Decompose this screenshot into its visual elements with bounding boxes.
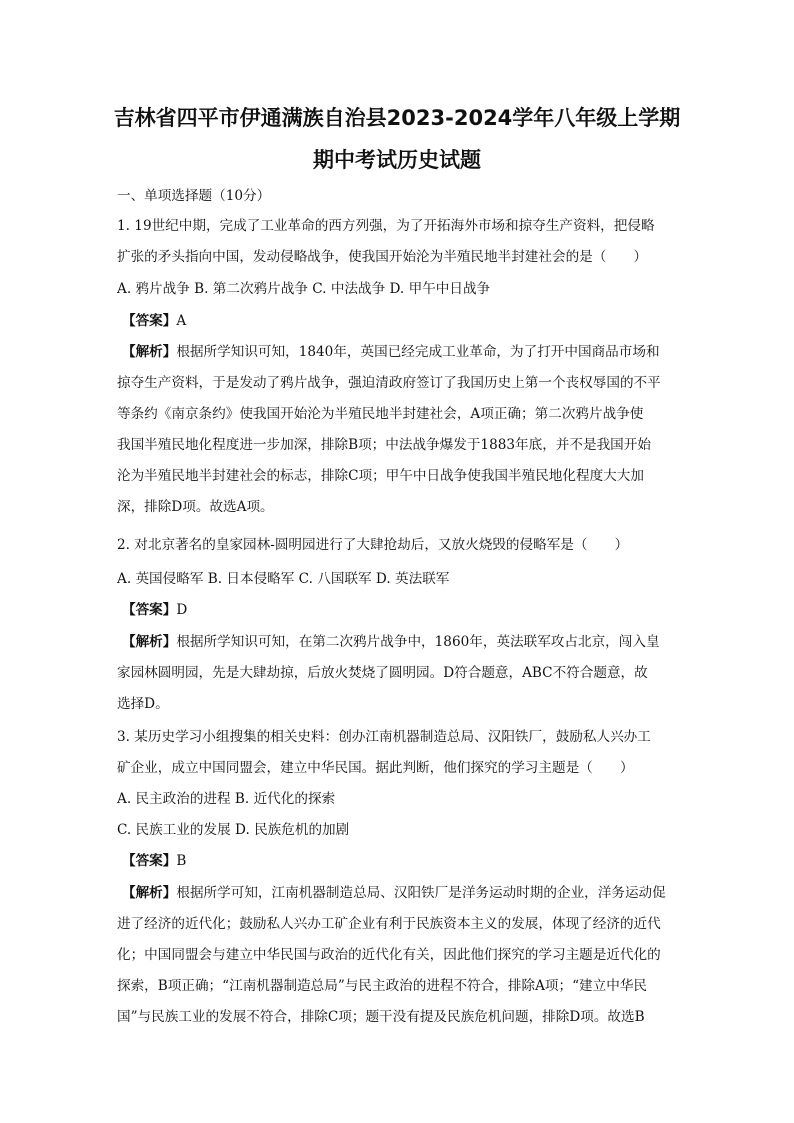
question-3-analysis-line-4: 探索，B项正确；“江南机器制造总局”与民主政治的进程不符合，排除A项；“建立中华民 xyxy=(117,978,648,994)
question-1-analysis-line-5: 沦为半殖民地半封建社会的标志，排除C项；甲午中日战争使我国半殖民地化程度大大加 xyxy=(117,468,644,484)
question-3-analysis-line-3: 化；中国同盟会与建立中华民国与政治的近代化有关，因此他们探究的学习主题是近代化的 xyxy=(117,947,661,963)
question-3-options-line-1: A. 民主政治的进程 B. 近代化的探索 xyxy=(117,791,336,807)
question-3-stem-line-2: 矿企业，成立中国同盟会，建立中华民国。据此判断，他们探究的学习主题是（ ） xyxy=(117,760,634,776)
question-3-analysis-line-2: 进了经济的近代化；鼓励私人兴办工矿企业有利于民族资本主义的发展，体现了经济的近代 xyxy=(117,916,661,932)
question-1-analysis-line-4: 我国半殖民地化程度进一步加深，排除B项；中法战争爆发于1883年底，并不是我国开始 xyxy=(117,437,651,453)
analysis-tag: 【解析】 xyxy=(122,634,177,650)
question-1-analysis-line-3: 等条约《南京条约》使我国开始沦为半殖民地半封建社会，A项正确；第二次鸦片战争使 xyxy=(117,406,644,422)
section-heading: 一、单项选择题（10分） xyxy=(117,188,271,204)
analysis-text: 根据所学知识可知，1840年，英国已经完成工业革命，为了打开中国商品市场和 xyxy=(176,344,660,360)
question-1-stem-line-1: 1. 19世纪中期，完成了工业革命的西方列强，为了开拓海外市场和掠夺生产资料，把侵略 xyxy=(117,218,655,234)
question-1-options: A. 鸦片战争 B. 第二次鸦片战争 C. 中法战争 D. 甲午中日战争 xyxy=(117,281,491,297)
question-3-analysis-line-5: 国”与民族工业的发展不符合，排除C项；题干没有提及民族危机问题，排除D项。故选B xyxy=(117,1009,645,1025)
answer-tag: 【答案】 xyxy=(122,602,177,618)
analysis-tag: 【解析】 xyxy=(122,885,177,901)
answer-value: D xyxy=(176,602,188,618)
question-2-analysis-line-3: 选择D。 xyxy=(117,696,169,712)
question-1-analysis-line-2: 掠夺生产资料，于是发动了鸦片战争，强迫清政府签订了我国历史上第一个丧权辱国的不平 xyxy=(117,375,661,391)
answer-tag: 【答案】 xyxy=(122,853,177,869)
answer-value: A xyxy=(176,313,187,329)
document-title-line-1: 吉林省四平市伊通满族自治县2023-2024学年八年级上学期 xyxy=(113,106,681,130)
question-1-stem-line-2: 扩张的矛头指向中国，发动侵略战争，使我国开始沦为半殖民地半封建社会的是（ ） xyxy=(117,249,648,265)
question-2-analysis-line-1 xyxy=(122,632,660,652)
analysis-text: 根据所学可知，江南机器制造总局、汉阳铁厂是洋务运动时期的企业，洋务运动促 xyxy=(176,885,666,901)
question-2-options: A. 英国侵略军 B. 日本侵略军 C. 八国联军 D. 英法联军 xyxy=(117,571,450,587)
question-1-analysis-line-6: 深，排除D项。故选A项。 xyxy=(117,499,274,515)
question-2-analysis-line-2: 家园林圆明园，先是大肆劫掠，后放火焚烧了圆明园。D符合题意，ABC不符合题意，故 xyxy=(117,665,648,681)
analysis-text: 根据所学知识可知，在第二次鸦片战争中，1860年，英法联军攻占北京，闯入皇 xyxy=(176,634,660,650)
document-title-line-2: 期中考试历史试题 xyxy=(313,148,481,172)
analysis-tag: 【解析】 xyxy=(122,344,177,360)
answer-tag: 【答案】 xyxy=(122,313,177,329)
question-3-stem-line-1: 3. 某历史学习小组搜集的相关史料：创办江南机器制造总局、汉阳铁厂，鼓励私人兴办工 xyxy=(117,729,651,745)
question-2-stem-line-1: 2. 对北京著名的皇家园林-圆明园进行了大肆抢劫后，又放火烧毁的侵略军是（ ） xyxy=(117,537,629,553)
question-3-options-line-2: C. 民族工业的发展 D. 民族危机的加剧 xyxy=(117,822,350,838)
question-1-analysis-line-1 xyxy=(122,342,660,362)
question-1-answer xyxy=(122,311,186,331)
answer-value: B xyxy=(176,853,187,869)
question-3-analysis-line-1 xyxy=(122,883,666,903)
question-3-answer xyxy=(122,851,186,871)
question-2-answer xyxy=(122,600,187,620)
